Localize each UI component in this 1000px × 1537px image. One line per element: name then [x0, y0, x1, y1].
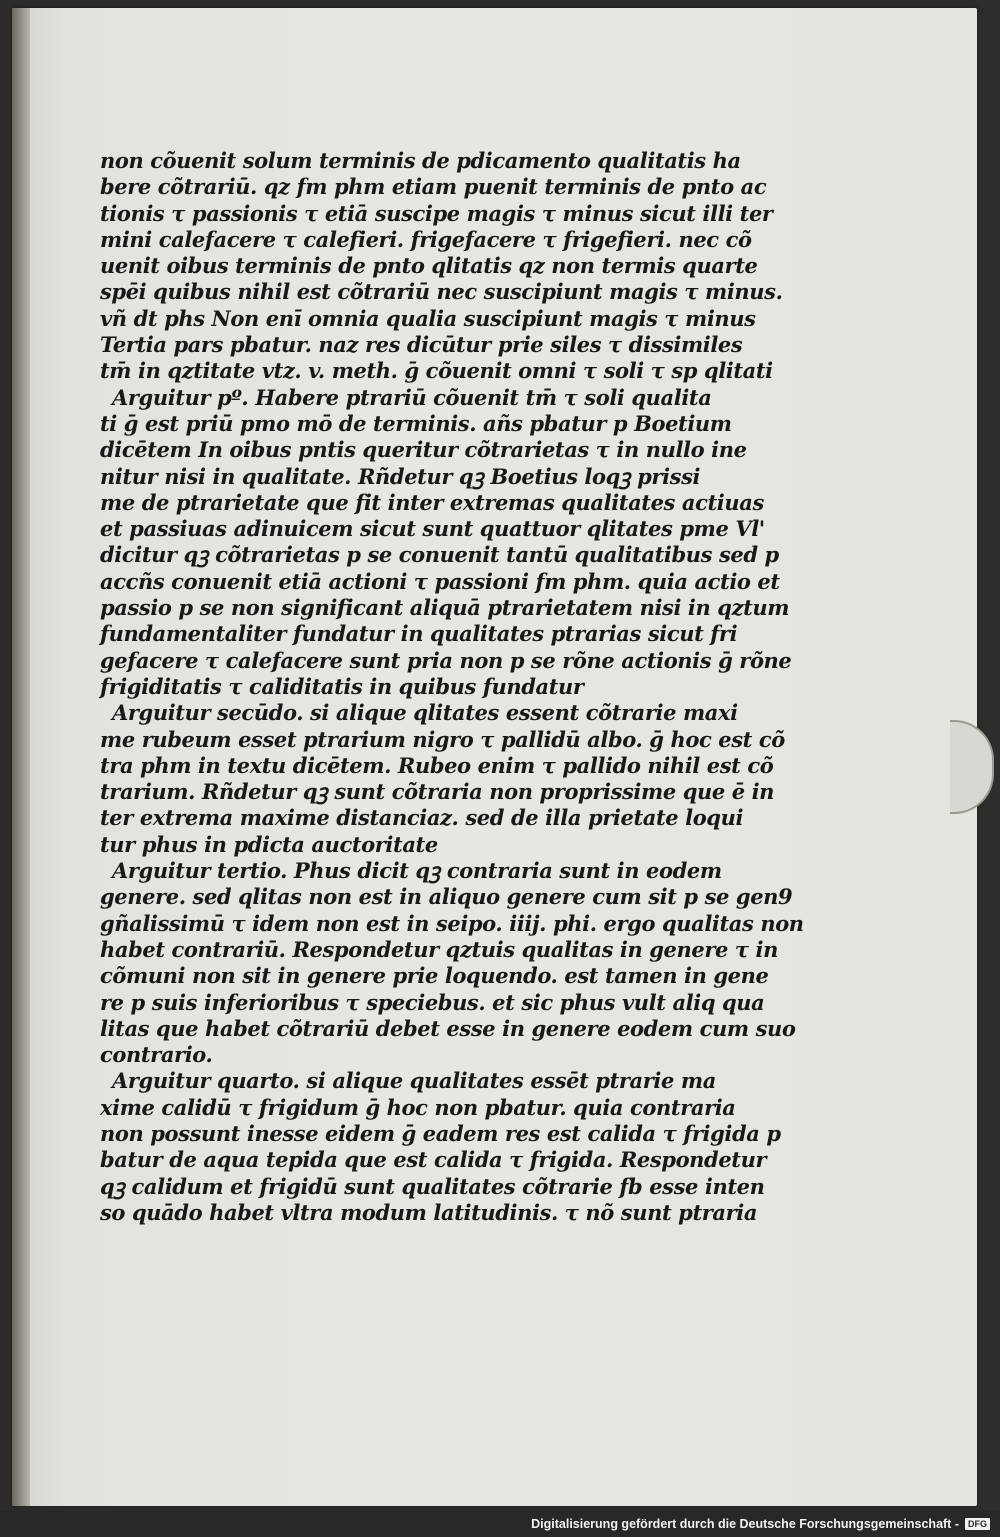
- dfg-logo: DFG: [965, 1518, 990, 1530]
- text-line: trarium. Rñdetur qꝫ sunt cõtraria non proprissime que ē in: [100, 779, 775, 805]
- text-line: Arguitur secūdo. si alique qlitates essent cõtrarie maxi: [112, 700, 738, 726]
- text-line: so quādo habet vltra modum latitudinis. τ nõ sunt ptraria: [100, 1199, 758, 1225]
- text-line: tm̄ in qztitate vtz. v. meth. ḡ cõuenit omni τ soli τ sp qlitati: [100, 358, 773, 384]
- text-line: accñs conuenit etiā actioni τ passioni fm phm. quia actio et: [100, 568, 780, 594]
- text-line: xime calidū τ frigidum ḡ hoc non pbatur. quia contraria: [100, 1094, 736, 1120]
- text-line: tur phus in pdicta auctoritate: [100, 831, 438, 857]
- text-line: gefacere τ calefacere sunt pria non p se rõne actionis ḡ rõne: [100, 647, 792, 673]
- footer-bar: [0, 1510, 1000, 1537]
- text-line: gñalissimū τ idem non est in seipo. iiij. phi. ergo qualitas non: [100, 910, 804, 936]
- text-line: non cõuenit solum terminis de pdicamento qualitatis ha: [100, 148, 741, 173]
- text-line: Arguitur quarto. si alique qualitates essēt ptrarie ma: [112, 1068, 716, 1094]
- text-line: frigiditatis τ caliditatis in quibus fundatur: [100, 673, 584, 699]
- text-line: Tertia pars pbatur. naz res dicūtur prie siles τ dissimiles: [100, 332, 743, 358]
- text-line: nitur nisi in qualitate. Rñdetur qꝫ Boetius loqꝫ prissi: [100, 463, 701, 489]
- text-line: batur de aqua tepida que est calida τ frigida. Respondetur: [100, 1147, 767, 1173]
- page-gutter: [12, 8, 30, 1506]
- text-line: ter extrema maxime distanciaz. sed de illa prietate loqui: [100, 805, 744, 831]
- text-line: genere. sed qlitas non est in aliquo genere cum sit p se gen9: [100, 884, 793, 910]
- text-line: dicitur qꝫ cõtrarietas p se conuenit tantū qualitatibus sed p: [100, 542, 779, 568]
- text-line: Arguitur tertio. Phus dicit qꝫ contraria sunt in eodem: [112, 858, 722, 884]
- text-line: mini calefacere τ calefieri. frigefacere τ frigefieri. nec cõ: [100, 226, 752, 252]
- text-line: et passiuas adinuicem sicut sunt quattuor qlitates pme Vl': [100, 516, 765, 542]
- text-line: passio p se non significant aliquā ptrarietatem nisi in qztum: [100, 595, 790, 621]
- text-line: tionis τ passionis τ etiā suscipe magis τ minus sicut illi ter: [100, 200, 773, 226]
- page-tab: [950, 720, 994, 814]
- footer-credit: Digitalisierung gefördert durch die Deutsche Forschungsgemeinschaft -: [531, 1516, 959, 1531]
- text-line: re p suis inferioribus τ speciebus. et sic phus vult aliq qua: [100, 989, 765, 1015]
- text-line: qꝫ calidum et frigidū sunt qualitates cõtrarie fb esse inten: [100, 1173, 765, 1199]
- text-line: cõmuni non sit in genere prie loquendo. est tamen in gene: [100, 963, 769, 989]
- text-line: habet contrariū. Respondetur qztuis qualitas in genere τ in: [100, 936, 778, 962]
- text-line: fundamentaliter fundatur in qualitates ptrarias sicut fri: [100, 621, 738, 647]
- text-line: me rubeum esset ptrarium nigro τ pallidū albo. ḡ hoc est cõ: [100, 726, 785, 752]
- text-block: [100, 148, 804, 1226]
- text-line: non possunt inesse eidem ḡ eadem res est calida τ frigida p: [100, 1120, 781, 1146]
- text-line: me de ptrarietate que fit inter extremas qualitates actiuas: [100, 489, 764, 515]
- text-line: Arguitur pº. Habere ptrariū cõuenit tm̄ τ soli qualita: [112, 384, 712, 410]
- text-line: uenit oibus terminis de pnto qlitatis qz non termis quarte: [100, 253, 758, 279]
- text-line: bere cõtrariū. qz fm phm etiam puenit terminis de pnto ac: [100, 174, 767, 200]
- text-line: ti ḡ est priū pmo mō de terminis. añs pbatur p Boetium: [100, 410, 732, 436]
- text-line: spēi quibus nihil est cõtrariū nec suscipiunt magis τ minus.: [100, 279, 783, 305]
- text-line: vñ dt phs Non enī omnia qualia suscipiunt magis τ minus: [100, 305, 756, 331]
- text-line: dicētem In oibus pntis queritur cõtrarietas τ in nullo ine: [100, 437, 747, 463]
- text-line: contrario.: [100, 1042, 213, 1068]
- text-line: litas que habet cõtrariū debet esse in genere eodem cum suo: [100, 1015, 796, 1041]
- text-line: tra phm in textu dicētem. Rubeo enim τ pallido nihil est cõ: [100, 752, 774, 778]
